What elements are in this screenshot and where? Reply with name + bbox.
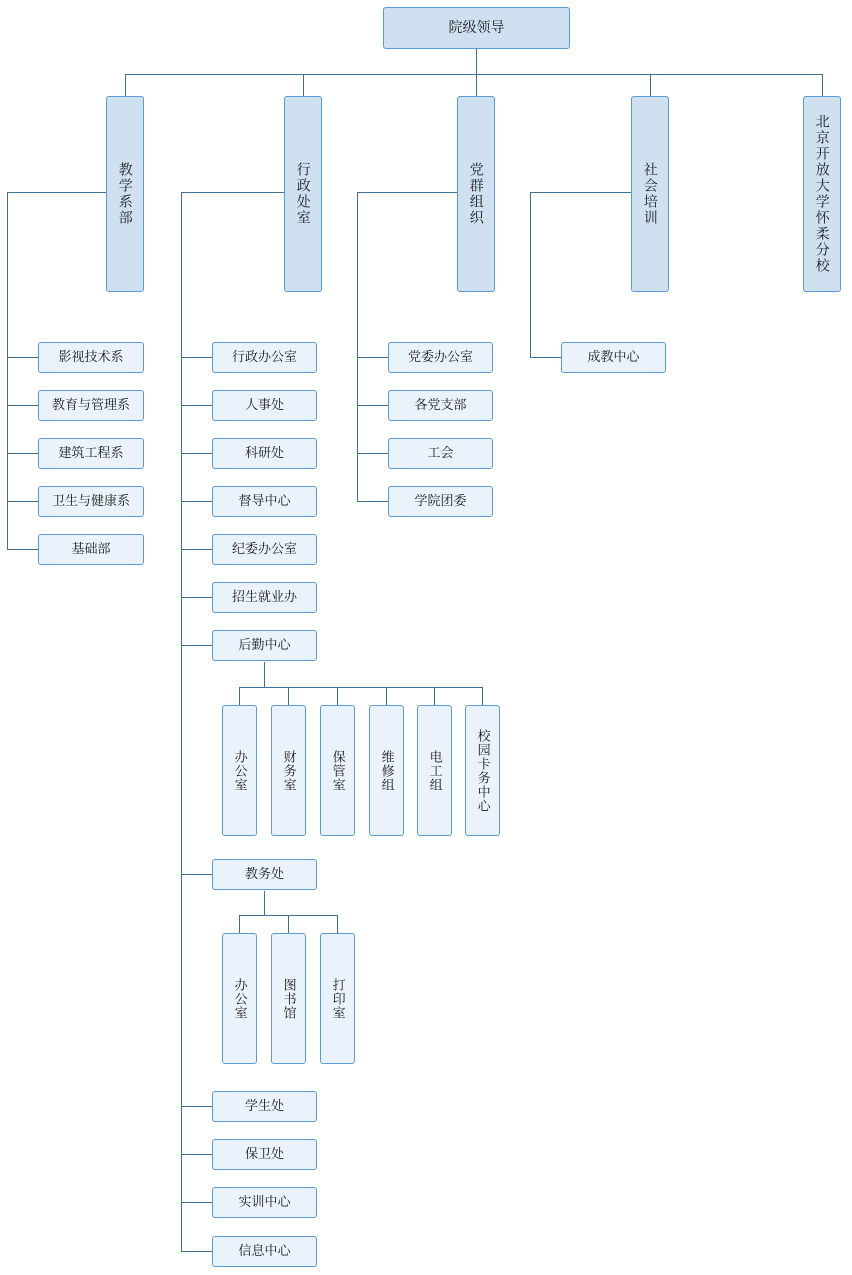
connector-party-spine — [357, 192, 358, 502]
node-label: 办公室 — [232, 977, 248, 1020]
node-logistics-4[interactable] — [369, 705, 404, 836]
connector-admin-7 — [181, 645, 212, 646]
connector-admin-2 — [181, 405, 212, 406]
connector-admin-12 — [181, 1251, 212, 1252]
node-label: 纪委办公室 — [231, 541, 297, 557]
connector-party-3 — [357, 453, 388, 454]
connector-logistics-3 — [337, 687, 338, 705]
connector-logistics-4 — [386, 687, 387, 705]
node-admin-4[interactable] — [212, 486, 317, 517]
node-label: 基础部 — [71, 541, 111, 557]
node-label: 教学系部 — [117, 162, 134, 226]
node-admin-10[interactable] — [212, 1139, 317, 1170]
node-admin-12[interactable] — [212, 1236, 317, 1267]
connector-drop-branch — [822, 74, 823, 96]
connector-admin-5 — [181, 549, 212, 550]
connector-admin-1 — [181, 357, 212, 358]
connector-admin-11 — [181, 1202, 212, 1203]
node-level1-teaching[interactable] — [106, 96, 144, 292]
node-party-1[interactable] — [388, 342, 493, 373]
node-admin-2[interactable] — [212, 390, 317, 421]
node-social-1[interactable] — [561, 342, 666, 373]
node-label: 行政处室 — [295, 162, 312, 226]
node-logistics-6[interactable] — [465, 705, 500, 836]
node-academic-2[interactable] — [271, 933, 306, 1064]
node-label: 维修组 — [379, 749, 395, 792]
node-admin-11[interactable] — [212, 1187, 317, 1218]
connector-academic-3 — [337, 915, 338, 933]
node-teaching-1[interactable] — [38, 342, 144, 373]
node-label: 教育与管理系 — [51, 397, 130, 413]
connector-logistics-2 — [288, 687, 289, 705]
node-level1-social[interactable] — [631, 96, 669, 292]
node-level1-admin[interactable] — [284, 96, 322, 292]
node-logistics-3[interactable] — [320, 705, 355, 836]
node-logistics-5[interactable] — [417, 705, 452, 836]
node-admin-1[interactable] — [212, 342, 317, 373]
node-admin-8[interactable] — [212, 859, 317, 890]
node-root[interactable] — [383, 7, 570, 49]
connector-logistics-1 — [239, 687, 240, 705]
node-admin-9[interactable] — [212, 1091, 317, 1122]
node-label: 党委办公室 — [407, 349, 473, 365]
node-label: 保管室 — [330, 749, 346, 792]
node-label: 工会 — [427, 445, 454, 461]
node-admin-7[interactable] — [212, 630, 317, 661]
connector-admin-spine — [181, 192, 182, 1252]
node-label: 后勤中心 — [238, 637, 291, 653]
connector-academic-2 — [288, 915, 289, 933]
node-teaching-5[interactable] — [38, 534, 144, 565]
node-label: 图书馆 — [281, 977, 297, 1020]
node-label: 院级领导 — [448, 19, 505, 36]
node-party-2[interactable] — [388, 390, 493, 421]
connector-logistics-bus — [239, 687, 482, 688]
node-label: 教务处 — [244, 866, 284, 882]
connector-drop-party — [476, 74, 477, 96]
node-label: 人事处 — [244, 397, 284, 413]
node-label: 办公室 — [232, 749, 248, 792]
node-teaching-4[interactable] — [38, 486, 144, 517]
node-label: 电工组 — [427, 749, 443, 792]
connector-teaching-5 — [7, 549, 38, 550]
node-label: 建筑工程系 — [58, 445, 124, 461]
node-label: 招生就业办 — [231, 589, 297, 605]
node-label: 校园卡务中心 — [475, 728, 491, 813]
connector-admin-6 — [181, 597, 212, 598]
node-level1-party[interactable] — [457, 96, 495, 292]
node-teaching-2[interactable] — [38, 390, 144, 421]
connector-party-2 — [357, 405, 388, 406]
connector-teaching-2 — [7, 405, 38, 406]
connector-teaching-4 — [7, 501, 38, 502]
connector-teaching-3 — [7, 453, 38, 454]
node-academic-1[interactable] — [222, 933, 257, 1064]
connector-admin-9 — [181, 1106, 212, 1107]
connector-root-down — [476, 49, 477, 74]
node-label: 党群组织 — [468, 162, 485, 226]
node-party-4[interactable] — [388, 486, 493, 517]
connector-admin-3 — [181, 453, 212, 454]
node-teaching-3[interactable] — [38, 438, 144, 469]
connector-admin-8 — [181, 874, 212, 875]
node-logistics-1[interactable] — [222, 705, 257, 836]
node-admin-6[interactable] — [212, 582, 317, 613]
node-label: 行政办公室 — [231, 349, 297, 365]
node-label: 信息中心 — [238, 1243, 291, 1259]
connector-teaching-1 — [7, 357, 38, 358]
node-label: 学院团委 — [414, 493, 467, 509]
node-label: 各党支部 — [414, 397, 467, 413]
connector-social-1 — [530, 357, 561, 358]
node-label: 成教中心 — [587, 349, 640, 365]
connector-main-bus — [125, 74, 822, 75]
node-label: 财务室 — [281, 749, 297, 792]
connector-teaching-spine — [7, 192, 8, 550]
connector-party-4 — [357, 501, 388, 502]
connector-academic-down — [264, 891, 265, 915]
connector-drop-teaching — [125, 74, 126, 96]
node-admin-3[interactable] — [212, 438, 317, 469]
node-label: 实训中心 — [238, 1194, 291, 1210]
node-party-3[interactable] — [388, 438, 493, 469]
node-admin-5[interactable] — [212, 534, 317, 565]
connector-drop-social — [650, 74, 651, 96]
node-label: 北京开放大学怀柔分校 — [814, 114, 831, 274]
connector-logistics-5 — [434, 687, 435, 705]
connector-academic-1 — [239, 915, 240, 933]
node-label: 科研处 — [244, 445, 284, 461]
node-label: 保卫处 — [244, 1146, 284, 1162]
node-level1-branch[interactable] — [803, 96, 841, 292]
node-logistics-2[interactable] — [271, 705, 306, 836]
connector-logistics-6 — [482, 687, 483, 705]
connector-drop-admin — [303, 74, 304, 96]
node-label: 卫生与健康系 — [51, 493, 130, 509]
node-label: 督导中心 — [238, 493, 291, 509]
connector-logistics-down — [264, 662, 265, 687]
connector-admin-10 — [181, 1154, 212, 1155]
connector-admin-4 — [181, 501, 212, 502]
connector-party-1 — [357, 357, 388, 358]
node-label: 社会培训 — [642, 162, 659, 226]
node-label: 影视技术系 — [58, 349, 124, 365]
node-label: 学生处 — [244, 1098, 284, 1114]
connector-social-spine — [530, 192, 531, 357]
node-label: 打印室 — [330, 977, 346, 1020]
node-academic-3[interactable] — [320, 933, 355, 1064]
